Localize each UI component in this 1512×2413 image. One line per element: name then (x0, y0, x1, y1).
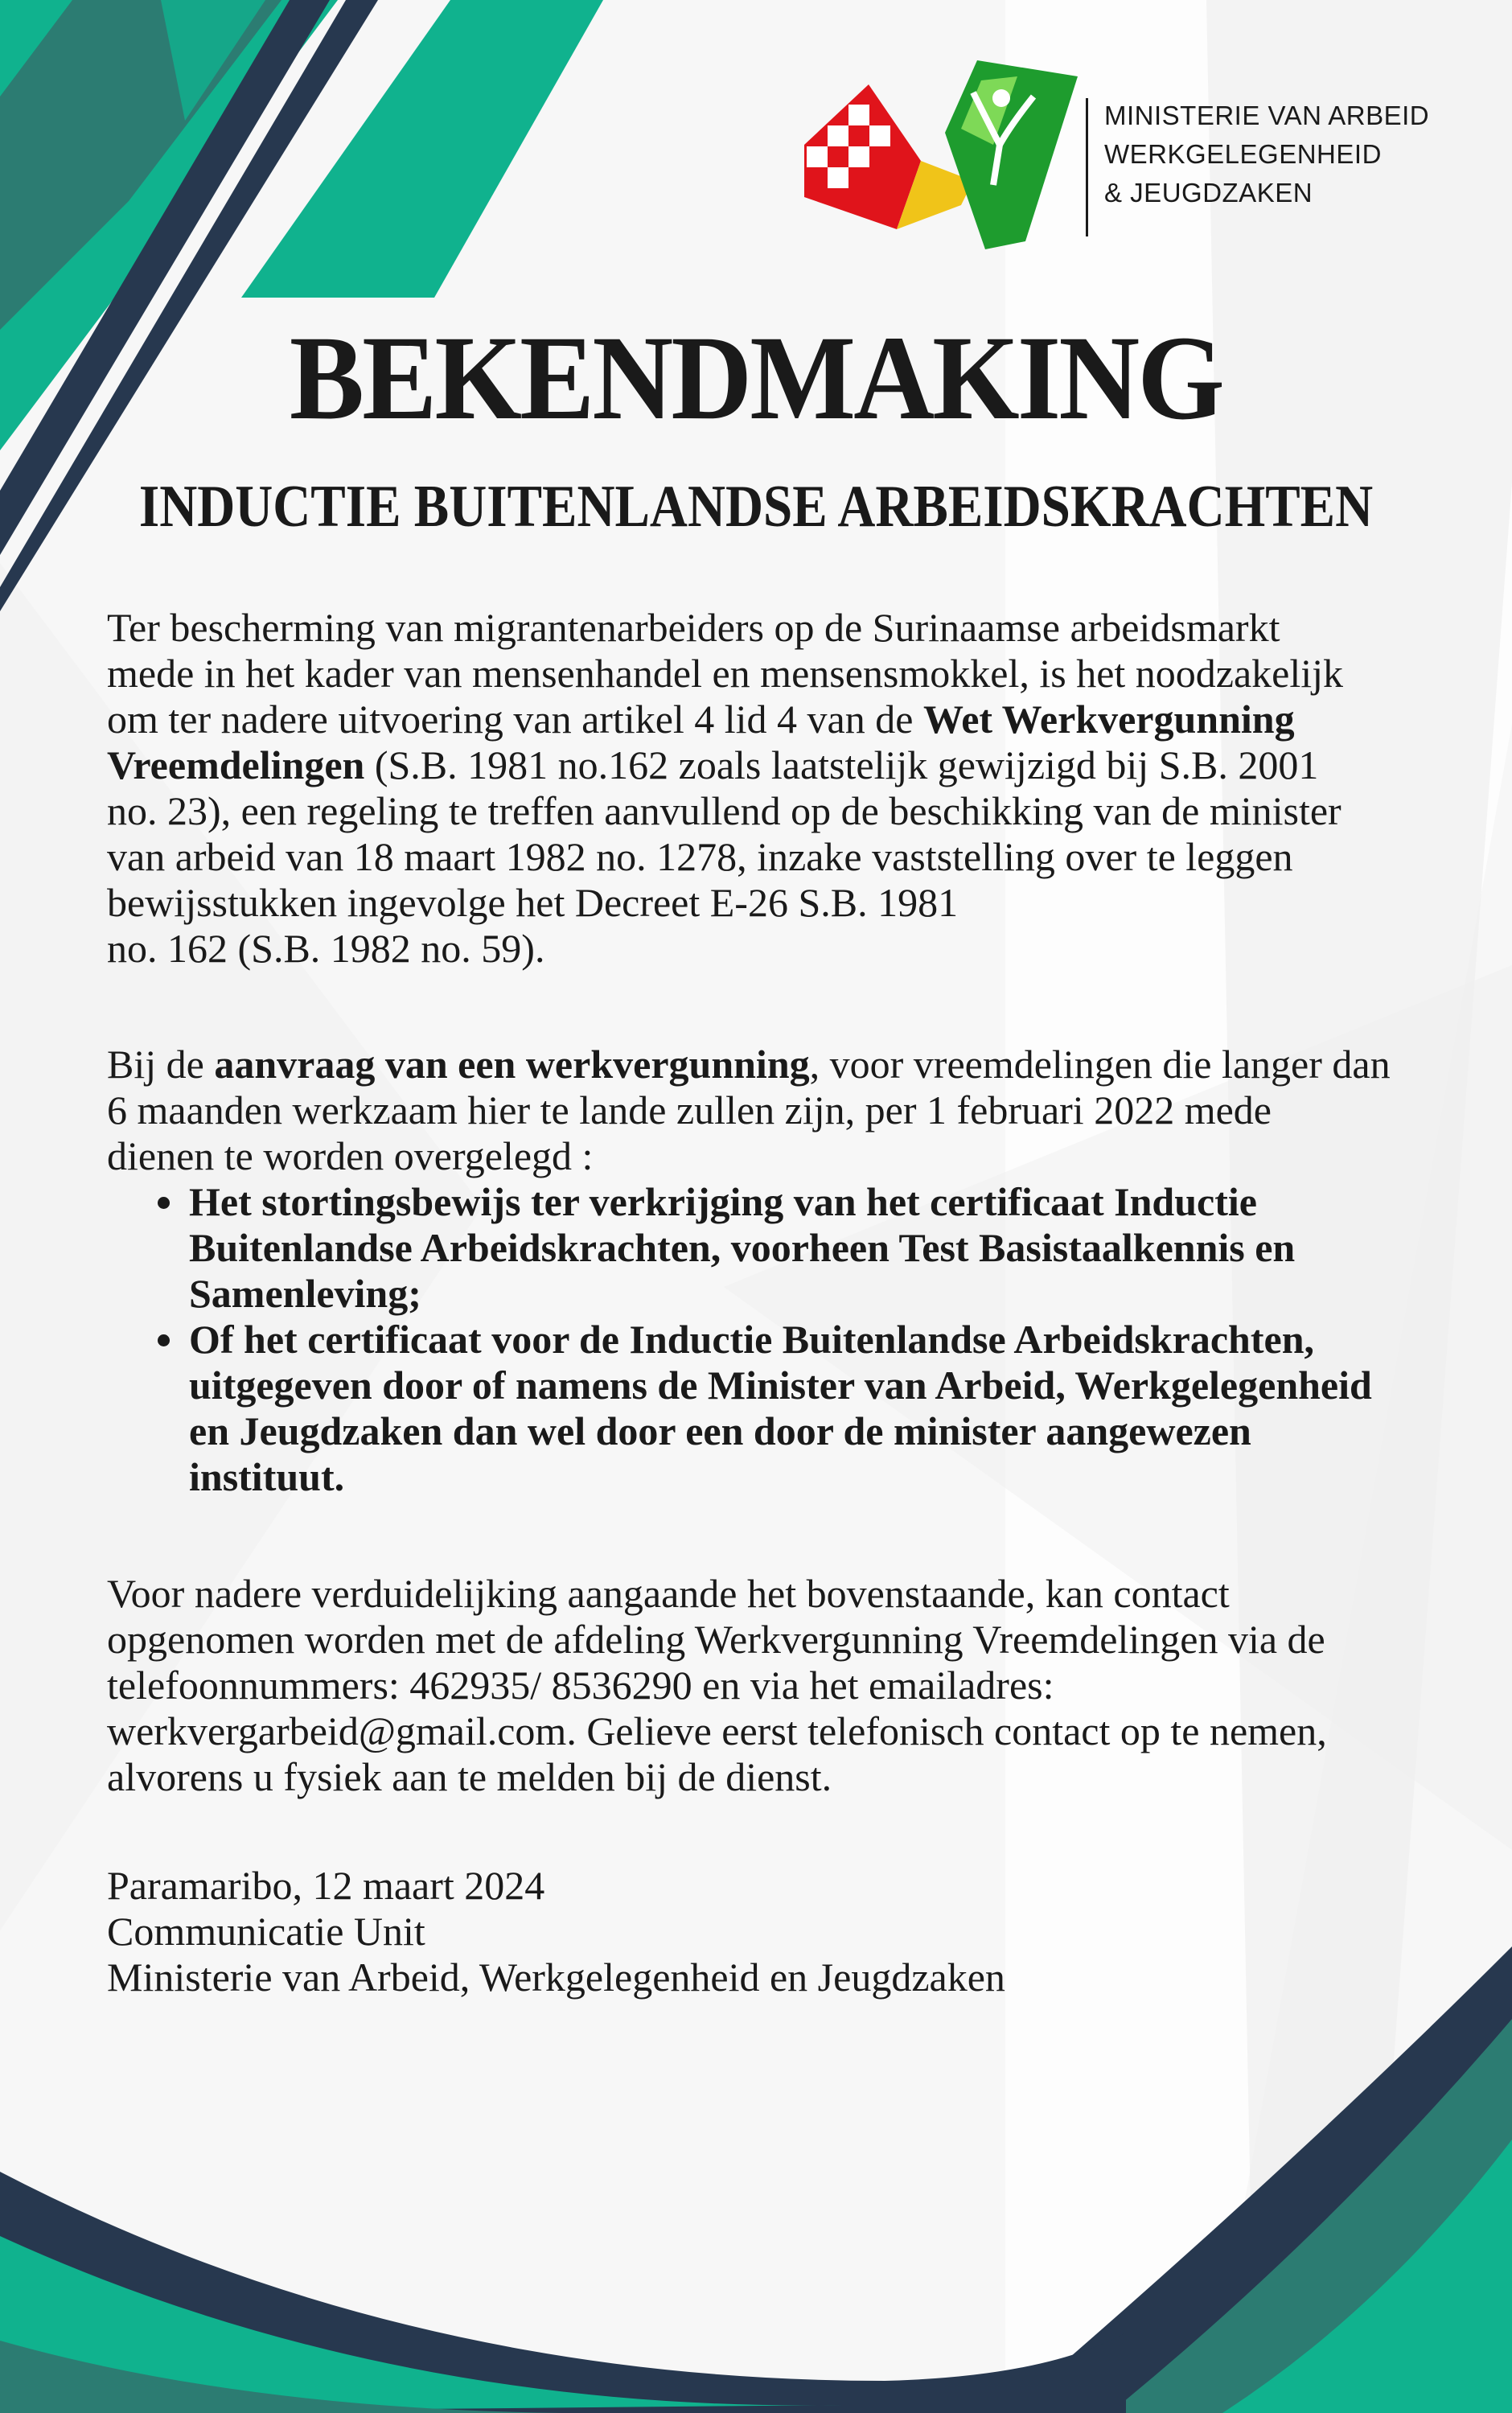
page-title: BEKENDMAKING (289, 311, 1223, 445)
signature-unit: Communicatie Unit (107, 1909, 425, 1954)
requirements-line: dienen te worden overgelegd : (107, 1133, 594, 1178)
ministry-logo-mark-icon (800, 48, 1090, 257)
intro-paragraph (107, 605, 1442, 972)
requirements-line: Bij de aanvraag van een werkvergunning, voor vreemdelingen die langer dan (107, 1042, 1391, 1087)
requirements-line: 6 maanden werkzaam hier te lande zullen zijn, per 1 februari 2022 mede (107, 1087, 1272, 1133)
law-name-bold: Wet Werkvergunning (922, 697, 1295, 742)
intro-line: no. 23), een regeling te treffen aanvullend op de beschikking van de minister (107, 788, 1341, 833)
intro-line: mede in het kader van mensenhandel en mensensmokkel, is het noodzakelijk (107, 651, 1344, 696)
law-name-bold: Vreemdelingen (107, 742, 365, 787)
contact-paragraph (107, 1571, 1442, 1800)
logo-divider (1086, 98, 1088, 236)
intro-line: Ter bescherming van migrantenarbeiders op de Surinaamse arbeidsmarkt (107, 605, 1280, 650)
ministry-logo (800, 48, 1460, 257)
intro-line: van arbeid van 18 maart 1982 no. 1278, inzake vaststelling over te leggen (107, 834, 1293, 879)
intro-line: no. 162 (S.B. 1982 no. 59). (107, 926, 545, 971)
logo-line-1: MINISTERIE VAN ARBEID (1104, 101, 1430, 130)
contact-line: telefoonnummers: 462935/ 8536290 en via het emailadres: (107, 1663, 1054, 1708)
signature-ministry: Ministerie van Arbeid, Werkgelegenheid en Jeugdzaken (107, 1955, 1005, 2000)
signature-place-date: Paramaribo, 12 maart 2024 (107, 1863, 545, 1908)
list-item: • Het stortingsbewijs ter verkrijging van het certificaat Inductie Buitenlandse Arbeidskrachten, voorheen Test Basistaalkennis en Samenleving; (187, 1179, 1442, 1317)
requirements-paragraph (107, 1042, 1442, 1500)
requirements-list (107, 1179, 1442, 1500)
contact-line: opgenomen worden met de afdeling Werkvergunning Vreemdelingen via de (107, 1617, 1325, 1662)
contact-line: alvorens u fysiek aan te melden bij de dienst. (107, 1754, 832, 1799)
logo-text (1104, 97, 1429, 212)
contact-line: werkvergarbeid@gmail.com. Gelieve eerst telefonisch contact op te nemen, (107, 1708, 1327, 1753)
work-permit-bold: aanvraag van een werkvergunning (214, 1042, 810, 1087)
intro-line: bewijsstukken ingevolge het Decreet E-26 S.B. 1981 (107, 880, 959, 925)
contact-line: Voor nadere verduidelijking aangaande het bovenstaande, kan contact (107, 1571, 1230, 1616)
list-item: • Of het certificaat voor de Inductie Buitenlandse Arbeidskrachten, uitgegeven door of namens de Minister van Arbeid, Werkgelegenheid en Jeugdzaken dan wel door een door de minister aangewezen instituut. (187, 1317, 1442, 1500)
intro-line: Vreemdelingen (S.B. 1981 no.162 zoals laatstelijk gewijzigd bij S.B. 2001 (107, 742, 1319, 787)
page-subtitle: INDUCTIE BUITENLANDSE ARBEIDSKRACHTEN (138, 474, 1374, 540)
logo-line-3: & JEUGDZAKEN (1104, 178, 1313, 208)
intro-line: om ter nadere uitvoering van artikel 4 lid 4 van de Wet Werkvergunning (107, 697, 1295, 742)
signature-block (107, 1863, 1442, 2000)
logo-line-2: WERKGELEGENHEID (1104, 139, 1382, 169)
